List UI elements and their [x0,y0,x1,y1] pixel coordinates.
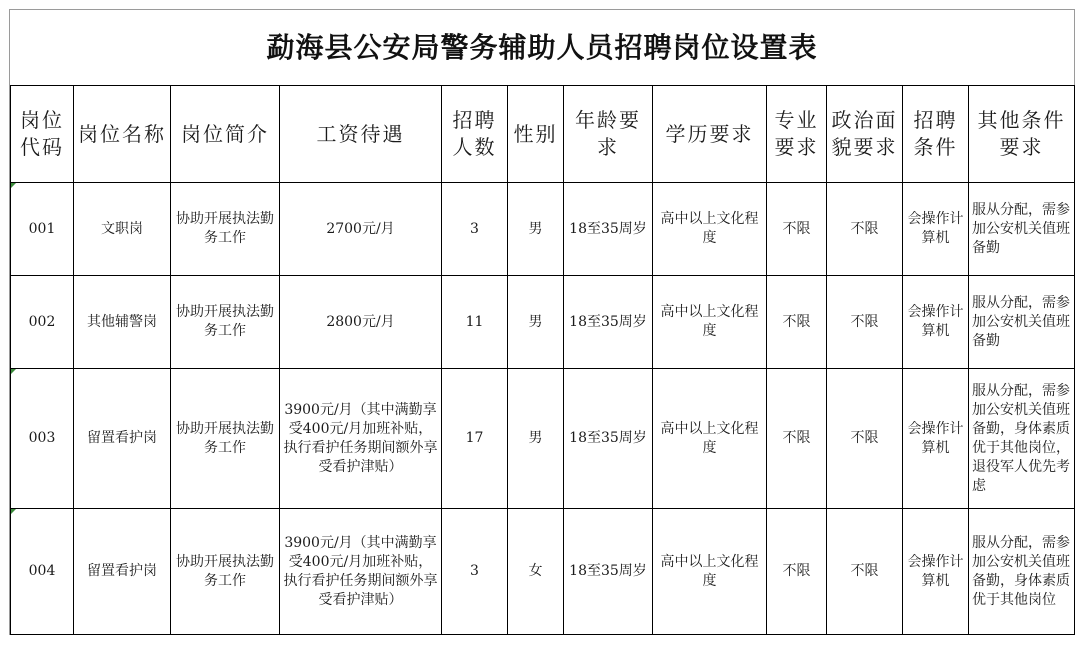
cell-education: 高中以上文化程度 [653,276,767,369]
cell-code-text: 003 [28,430,56,446]
cell-major: 不限 [767,509,827,635]
cell-condition: 会操作计算机 [903,369,969,509]
cell-condition: 会操作计算机 [903,183,969,276]
cell-gender: 女 [508,509,564,635]
header-code: 岗位代码 [11,86,74,183]
cell-intro: 协助开展执法勤务工作 [171,183,280,276]
cell-major: 不限 [767,369,827,509]
cell-salary: 2700元/月 [280,183,442,276]
cell-code [11,509,74,635]
cell-condition: 会操作计算机 [903,276,969,369]
table-row [11,369,1075,509]
cell-other: 服从分配，需参加公安机关值班备勤，身体素质优于其他岗位，退役军人优先考虑 [969,369,1075,509]
header-row [11,86,1075,183]
cell-education: 高中以上文化程度 [653,509,767,635]
cell-age: 18至35周岁 [564,276,653,369]
cell-other: 服从分配，需参加公安机关值班备勤，身体素质优于其他岗位 [969,509,1075,635]
cell-age: 18至35周岁 [564,183,653,276]
cell-intro: 协助开展执法勤务工作 [171,509,280,635]
header-gender: 性别 [508,86,564,183]
cell-condition: 会操作计算机 [903,509,969,635]
cell-age: 18至35周岁 [564,369,653,509]
cell-count: 11 [442,276,508,369]
header-count: 招聘人数 [442,86,508,183]
cell-code [11,369,74,509]
header-major: 专业要求 [767,86,827,183]
table-row [11,276,1075,369]
header-salary: 工资待遇 [280,86,442,183]
cell-name: 留置看护岗 [74,369,171,509]
cell-political: 不限 [827,276,903,369]
cell-salary: 3900元/月（其中满勤享受400元/月加班补贴，执行看护任务期间额外享受看护津贴） [280,509,442,635]
cell-education: 高中以上文化程度 [653,369,767,509]
cell-count: 3 [442,183,508,276]
cell-code-text: 001 [28,220,56,237]
cell-marker [11,183,16,188]
cell-marker [11,369,16,374]
header-name: 岗位名称 [74,86,171,183]
header-education: 学历要求 [653,86,767,183]
header-condition: 招聘条件 [903,86,969,183]
cell-political: 不限 [827,183,903,276]
cell-political: 不限 [827,369,903,509]
header-intro: 岗位简介 [171,86,280,183]
cell-name: 文职岗 [74,183,171,276]
header-age: 年龄要求 [564,86,653,183]
cell-salary: 2800元/月 [280,276,442,369]
header-other: 其他条件要求 [969,86,1075,183]
cell-education: 高中以上文化程度 [653,183,767,276]
cell-intro: 协助开展执法勤务工作 [171,369,280,509]
cell-code [11,183,74,276]
table-row [11,509,1075,635]
cell-code-text: 004 [28,563,56,579]
cell-gender: 男 [508,276,564,369]
cell-age: 18至35周岁 [564,509,653,635]
cell-code [11,276,74,369]
cell-gender: 男 [508,183,564,276]
cell-count: 17 [442,369,508,509]
cell-salary: 3900元/月（其中满勤享受400元/月加班补贴，执行看护任务期间额外享受看护津贴） [280,369,442,509]
cell-political: 不限 [827,509,903,635]
cell-marker [11,509,16,514]
header-political: 政治面貌要求 [827,86,903,183]
positions-table [10,85,1075,635]
cell-code-text: 002 [28,313,56,330]
cell-other: 服从分配，需参加公安机关值班备勤 [969,276,1075,369]
page-title: 勐海县公安局警务辅助人员招聘岗位设置表 [266,31,818,64]
cell-gender: 男 [508,369,564,509]
cell-count: 3 [442,509,508,635]
cell-name: 留置看护岗 [74,509,171,635]
table-row [11,183,1075,276]
cell-intro: 协助开展执法勤务工作 [171,276,280,369]
cell-major: 不限 [767,276,827,369]
recruitment-sheet [9,9,1075,635]
cell-other: 服从分配，需参加公安机关值班备勤 [969,183,1075,276]
cell-name: 其他辅警岗 [74,276,171,369]
cell-major: 不限 [767,183,827,276]
